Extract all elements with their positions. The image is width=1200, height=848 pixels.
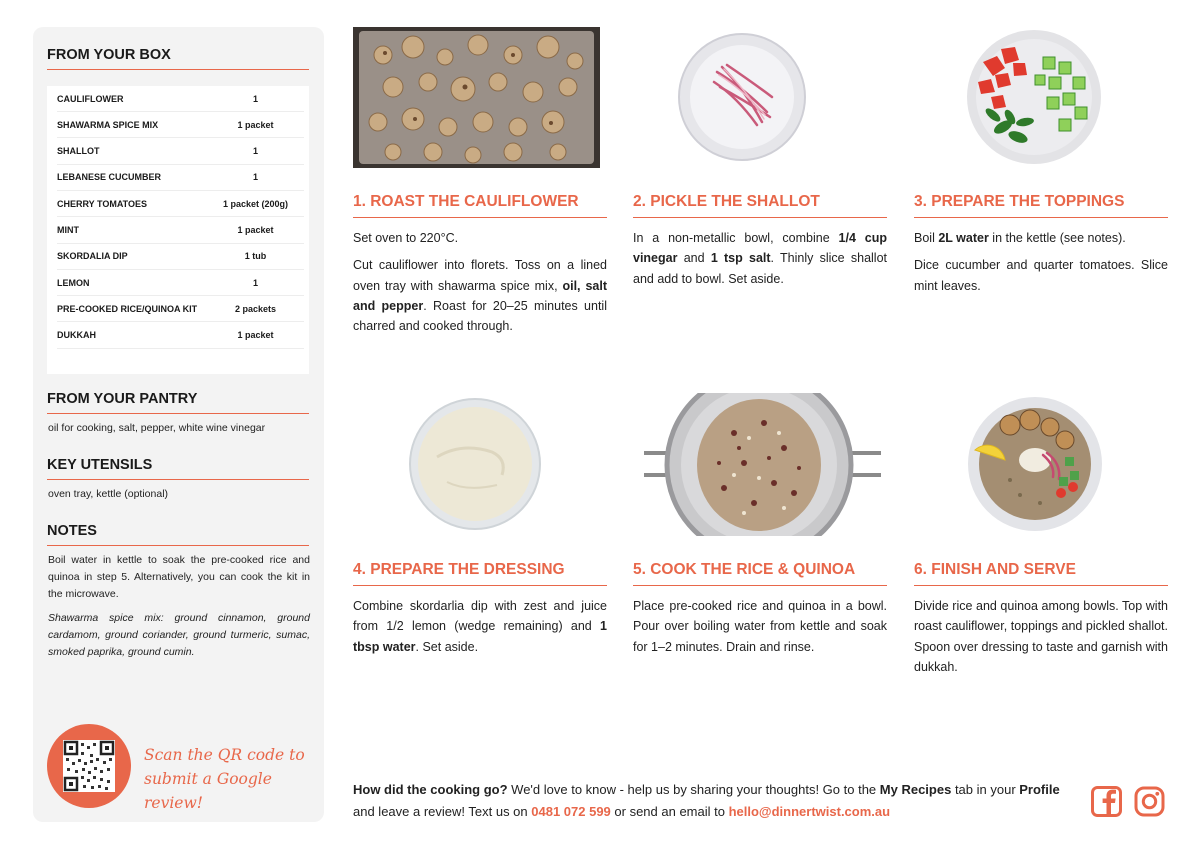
step-3-title: 3. PREPARE THE TOPPINGS [914,193,1168,218]
ingredient-name: MINT [57,225,79,235]
ingredient-name: CAULIFLOWER [57,93,124,104]
notes-heading: NOTES [47,523,309,546]
box-ingredient-row [57,191,304,217]
from-your-box-heading: FROM YOUR BOX [47,47,309,70]
facebook-icon[interactable] [1091,786,1122,817]
step-paragraph: In a non-metallic bowl, combine 1/4 cup vinegar and 1 tsp salt. Thinly slice shallot and add to bowl. Set aside. [633,231,887,286]
qr-code-icon[interactable] [63,740,115,792]
step-3-body [914,228,1168,303]
step-5-title: 5. COOK THE RICE & QUINOA [633,561,887,586]
ingredient-name: CHERRY TOMATOES [57,198,148,209]
qr-text-line2: submit a Google review! [144,770,272,813]
qr-badge[interactable] [47,724,131,808]
step-1-body [353,228,607,343]
ingredient-qty: 1 [252,93,258,104]
box-ingredient-row [57,218,304,244]
feedback-footer [353,779,1078,823]
step-6-title: 6. FINISH AND SERVE [914,561,1168,586]
step-1-photo [353,27,600,168]
ingredient-qty: 2 packets [234,303,277,314]
step-paragraph: Combine skordarlia dip with zest and juice from 1/2 lemon (wedge remaining) and 1 tbsp water. Set aside. [353,599,607,654]
box-ingredient-row [57,244,304,270]
step-2-title: 2. PICKLE THE SHALLOT [633,193,887,218]
notes-text: Boil water in kettle to soak the pre-cooked rice and quinoa in step 5. Alternatively, you can cook the kit in the microwave. [48,554,310,600]
notes-spice-text: Shawarma spice mix: ground cinnamon, ground cardamom, ground coriander, ground turmeric, sumac, smoked paprika, ground cumin. [48,612,310,658]
box-ingredient-row [57,86,304,112]
ingredient-qty: 1 [252,172,258,183]
ingredient-name: PRE-COOKED RICE/QUINOA KIT [57,303,198,314]
step-paragraph: Place pre-cooked rice and quinoa in a bowl. Pour over boiling water from kettle and soak for 1–2 minutes. Drain and rinse. [633,599,887,654]
utensils-text: oven tray, kettle (optional) [48,488,169,500]
step-2-photo [672,27,812,168]
my-recipes-link[interactable]: My Recipes [879,782,952,797]
ingredient-qty: 1 [252,277,258,288]
from-your-pantry-heading: FROM YOUR PANTRY [47,391,309,414]
step-paragraph: Divide rice and quinoa among bowls. Top with roast cauliflower, toppings and pickled shallot. Spoon over dressing to taste and garnish with dukkah. [914,599,1168,674]
pantry-text: oil for cooking, salt, pepper, white wine vinegar [48,422,266,434]
ingredient-name: DUKKAH [57,330,96,341]
ingredient-name: SHAWARMA SPICE MIX [57,119,159,130]
box-ingredient-row [57,165,304,191]
step-4-body [353,596,607,664]
ingredient-qty: 1 packet [237,330,274,341]
box-ingredient-row [57,270,304,296]
step-paragraph: Set oven to 220°C. [353,231,459,245]
qr-text-line1: Scan the QR code to [144,746,305,764]
footer-text-2: tab in your [951,782,1020,797]
box-ingredients-table [47,86,309,374]
box-ingredient-row [57,112,304,138]
ingredient-name: LEBANESE CUCUMBER [57,172,162,183]
step-2-body [633,228,887,296]
step-4-title: 4. PREPARE THE DRESSING [353,561,607,586]
phone-link[interactable]: 0481 072 599 [531,804,611,820]
ingredient-name: SHALLOT [57,146,100,157]
step-5-photo [644,393,881,536]
ingredient-qty: 1 packet [237,225,274,235]
step-paragraph: Boil 2L water in the kettle (see notes). [914,231,1126,245]
box-ingredient-row [57,323,304,349]
ingredient-qty: 1 packet [237,119,274,130]
ingredient-name: SKORDALIA DIP [57,251,128,262]
footer-text-4: or send an email to [610,804,729,820]
step-6-body [914,596,1168,684]
step-3-photo [963,27,1105,168]
step-6-photo [965,395,1105,533]
ingredient-qty: 1 tub [244,251,267,262]
profile-link[interactable]: Profile [1019,782,1060,797]
ingredient-qty: 1 packet (200g) [222,198,289,209]
qr-review-text [144,743,314,815]
email-link[interactable]: hello@dinnertwist.com.au [728,804,891,820]
step-1-title: 1. ROAST THE CAULIFLOWER [353,193,607,218]
instagram-icon[interactable] [1134,786,1165,817]
ingredient-qty: 1 [252,146,258,157]
key-utensils-heading: KEY UTENSILS [47,457,309,480]
step-paragraph: Cut cauliflower into florets. Toss on a lined oven tray with shawarma spice mix, oil, salt and pepper. Roast for 20–25 minutes until charred and cooked through. [353,258,607,333]
box-ingredient-row [57,296,304,322]
step-paragraph: Dice cucumber and quarter tomatoes. Slice mint leaves. [914,258,1168,293]
step-4-photo [407,397,543,532]
footer-text-3: and leave a review! Text us on [353,804,532,820]
step-5-body [633,596,887,664]
ingredient-name: LEMON [57,277,90,288]
box-ingredient-row [57,139,304,165]
ingredients-sidebar [33,27,324,822]
footer-text-1: We'd love to know - help us by sharing your thoughts! Go to the [507,782,880,797]
footer-question: How did the cooking go? [353,782,508,797]
